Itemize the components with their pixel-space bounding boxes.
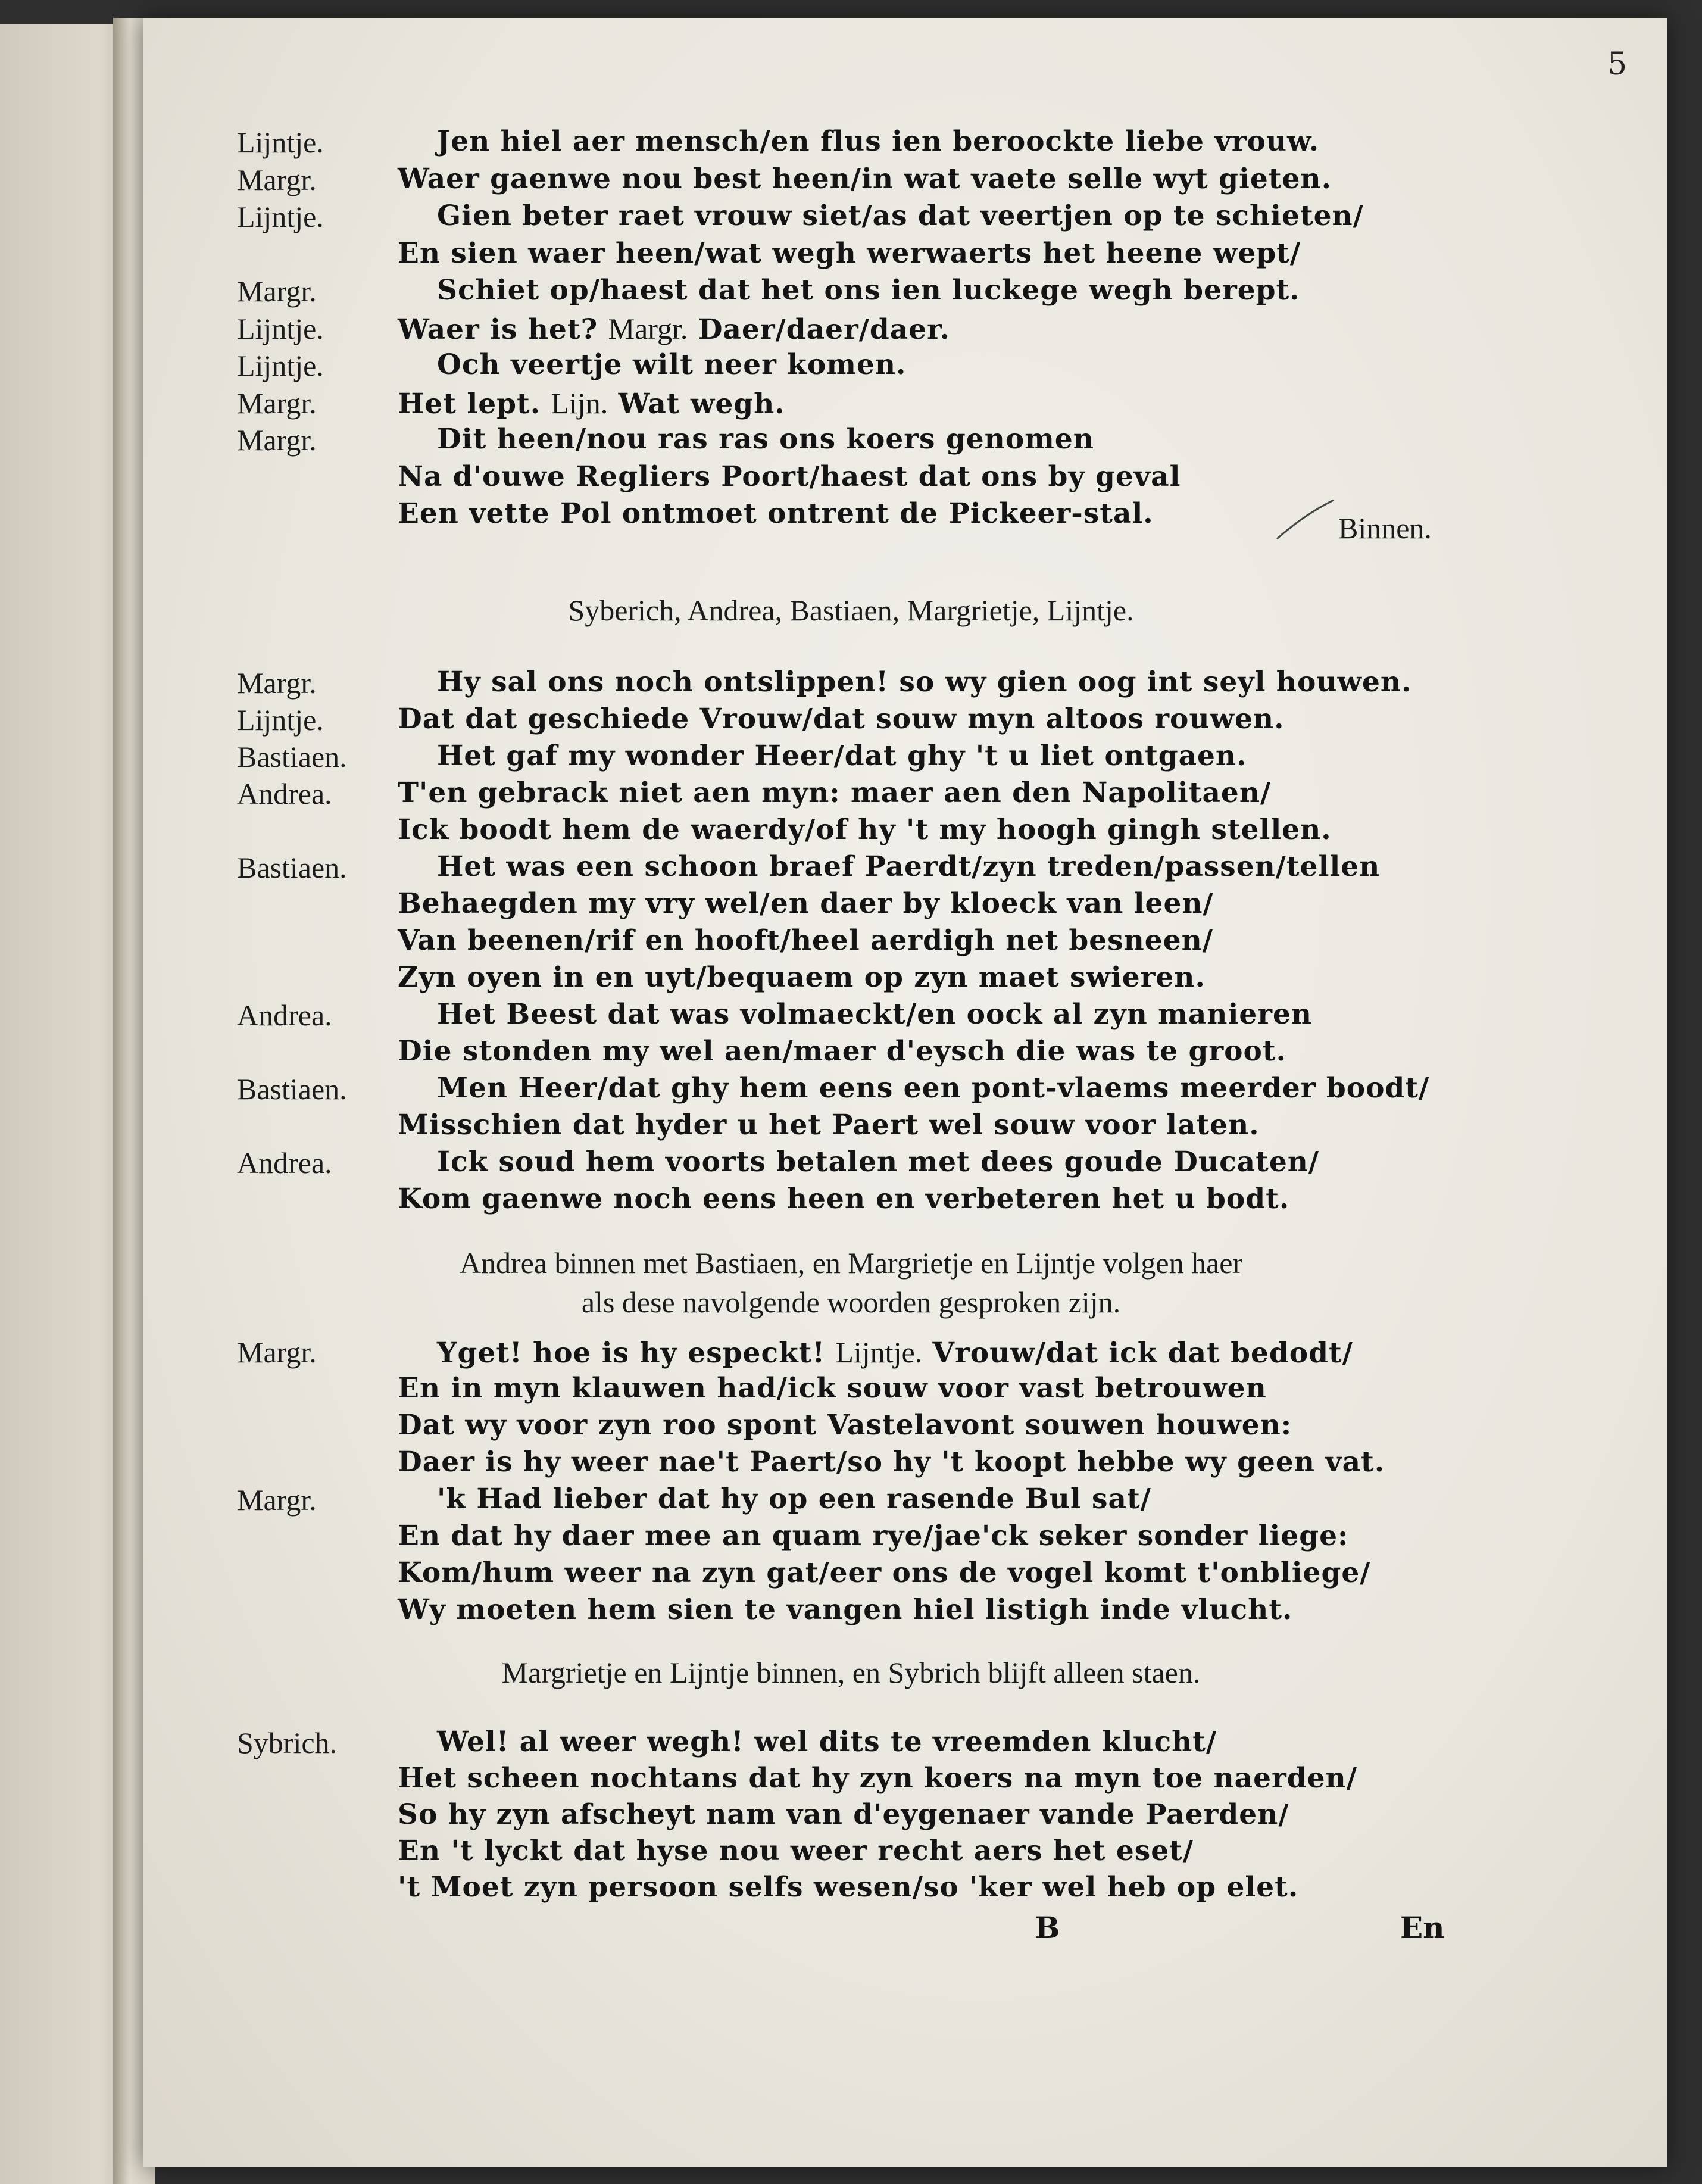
speaker-name: Margr.: [237, 666, 317, 700]
stage-direction-binnen: Binnen.: [1338, 511, 1432, 545]
verse-line: [0, 1593, 1702, 1635]
verse-text-part: Dat wy voor zyn roo spont Vastelavont souwen houwen:: [398, 1409, 1292, 1442]
verse-line: [0, 740, 1702, 781]
speaker-name: Sybrich.: [237, 1726, 338, 1759]
verse-text-part: Gien beter raet vrouw siet/as dat veertjen op te schieten/: [437, 199, 1364, 232]
verse-text-part: Kom gaenwe noch eens heen en verbeteren het u bodt.: [398, 1183, 1290, 1215]
verse-text: [398, 311, 950, 346]
verse-text-part: Daer/daer/daer.: [698, 313, 950, 346]
verse-text-part: Het Beest dat was volmaeckt/en oock al zyn manieren: [437, 998, 1313, 1031]
speaker-name: Bastiaen.: [237, 1072, 347, 1106]
verse-text-part: Schiet op/haest dat het ons ien luckege wegh berept.: [437, 274, 1300, 307]
verse-line: [0, 1335, 1702, 1377]
speaker-name: Andrea.: [237, 999, 332, 1032]
verse-text: [398, 1446, 1385, 1478]
verse-line: [0, 1556, 1702, 1598]
stage-direction-characters: Syberich, Andrea, Bastiaen, Margrietje, Lijntje.: [568, 594, 1134, 627]
verse-text-part: T'en gebrack niet aen myn: maer aen den Napolitaen/: [398, 776, 1272, 809]
verse-text-part: Behaegden my vry wel/en daer by kloeck van leen/: [398, 887, 1214, 920]
verse-line: [0, 497, 1702, 539]
speaker-name: Bastiaen.: [237, 851, 347, 884]
verse-text: [437, 1146, 1319, 1178]
stage-direction-margrietje: Margrietje en Lijntje binnen, en Sybrich blijft alleen staen.: [501, 1656, 1201, 1689]
verse-text-part: Dat dat geschiede Vrouw/dat souw myn altoos rouwen.: [398, 703, 1285, 735]
speaker-name: Margr.: [237, 274, 317, 308]
speaker-name: Margr.: [237, 1336, 317, 1369]
verse-text: [398, 1593, 1292, 1626]
verse-text-part: Het gaf my wonder Heer/dat ghy 't u liet ontgaen.: [437, 740, 1247, 772]
verse-text: [398, 497, 1154, 530]
verse-text-part: Het lept.: [398, 387, 541, 420]
verse-text: [398, 961, 1206, 994]
verse-text: [398, 1762, 1357, 1795]
verse-text-part: Na d'ouwe Regliers Poort/haest dat ons by geval: [398, 460, 1181, 493]
verse-line: [0, 423, 1702, 464]
verse-line: [0, 1834, 1702, 1876]
inline-speaker-name: Lijntje.: [835, 1336, 923, 1369]
verse-text: [398, 1372, 1267, 1405]
verse-text: [398, 924, 1213, 957]
verse-line: [0, 1520, 1702, 1561]
verse-text-part: Ick soud hem voorts betalen met dees goude Ducaten/: [437, 1146, 1320, 1178]
speaker-name: Margr.: [237, 386, 317, 420]
verse-line: [0, 850, 1702, 892]
verse-line: [0, 1726, 1702, 1767]
verse-line: [0, 1372, 1702, 1414]
verse-line: [0, 776, 1702, 818]
speaker-name: Lijntje.: [237, 311, 324, 345]
verse-text: [398, 1556, 1370, 1589]
speaker-name: Lijntje.: [237, 126, 324, 159]
verse-line: [0, 703, 1702, 744]
verse-text-part: Misschien dat hyder u het Paert wel souw voor laten.: [398, 1109, 1260, 1141]
verse-text: [437, 666, 1411, 698]
verse-line: [0, 1446, 1702, 1487]
verse-text-part: Een vette Pol ontmoet ontrent de Pickeer-stal.: [398, 497, 1154, 530]
verse-text-part: Zyn oyen in en uyt/bequaem op zyn maet swieren.: [398, 961, 1206, 994]
signature-mark: B: [1035, 1910, 1060, 1945]
page-number: 5: [1607, 46, 1628, 82]
speaker-name: Margr.: [237, 423, 317, 457]
stage-direction-andrea-line1: Andrea binnen met Bastiaen, en Margrietje en Lijntje volgen haer: [459, 1246, 1243, 1280]
speaker-name: Lijntje.: [237, 349, 324, 382]
verse-text-part: Dit heen/nou ras ras ons koers genomen: [437, 423, 1094, 455]
verse-text: [437, 348, 906, 381]
stage-direction-andrea-line2: als dese navolgende woorden gesproken zijn.: [581, 1286, 1121, 1319]
verse-text: [437, 274, 1300, 307]
verse-text: [398, 1035, 1286, 1068]
inline-speaker-name: Lijn.: [551, 386, 608, 420]
verse-text-part: En 't lyckt dat hyse nou weer recht aers het eset/: [398, 1834, 1194, 1867]
verse-line: [0, 961, 1702, 1003]
verse-line: [0, 1798, 1702, 1840]
verse-text: [437, 1483, 1151, 1515]
verse-text-part: Wel! al weer wegh! wel dits te vreemden klucht/: [437, 1726, 1217, 1758]
verse-text-part: Ick boodt hem de waerdy/of hy 't my hoogh gingh stellen.: [398, 813, 1332, 846]
speaker-name: Margr.: [237, 163, 317, 196]
verse-text: [437, 125, 1319, 158]
verse-text: [437, 998, 1312, 1031]
verse-text-part: Die stonden my wel aen/maer d'eysch die was te groot.: [398, 1035, 1286, 1068]
verse-line: [0, 237, 1702, 279]
verse-text-part: Vrouw/dat ick dat bedodt/: [932, 1337, 1353, 1369]
verse-text: [398, 703, 1284, 735]
verse-line: [0, 924, 1702, 966]
verse-text-part: En dat hy daer mee an quam rye/jae'ck seker sonder liege:: [398, 1520, 1349, 1552]
verse-line: [0, 1409, 1702, 1450]
verse-line: [0, 125, 1702, 167]
verse-line: [0, 1072, 1702, 1113]
verse-line: [0, 1035, 1702, 1077]
verse-text-part: Van beenen/rif en hooft/heel aerdigh net besneen/: [398, 924, 1213, 957]
verse-line: [0, 1146, 1702, 1187]
verse-text-part: Het scheen nochtans dat hy zyn koers na myn toe naerden/: [398, 1762, 1357, 1795]
verse-text: [398, 1183, 1289, 1215]
verse-text-part: En sien waer heen/wat wegh werwaerts het heene wept/: [398, 236, 1301, 270]
verse-line: [0, 1183, 1702, 1224]
verse-text-part: En in myn klauwen had/ick souw voor vast betrouwen: [398, 1372, 1267, 1405]
verse-text: [437, 1726, 1217, 1758]
verse-line: [0, 311, 1702, 353]
verse-text-part: Wy moeten hem sien te vangen hiel listigh inde vlucht.: [398, 1593, 1293, 1626]
verse-text: [398, 776, 1271, 809]
verse-text: [437, 1072, 1429, 1105]
verse-line: [0, 813, 1702, 855]
verse-text: [398, 163, 1332, 195]
verse-text-part: Het was een schoon braef Paerdt/zyn treden/passen/tellen: [437, 850, 1381, 883]
verse-text-part: Waer gaenwe nou best heen/in wat vaete selle wyt gieten.: [398, 162, 1332, 195]
verse-text: [398, 1871, 1298, 1904]
verse-line: [0, 1762, 1702, 1804]
verse-text-part: Kom/hum weer na zyn gat/eer ons de vogel komt t'onbliege/: [398, 1556, 1371, 1589]
speaker-name: Lijntje.: [237, 703, 324, 737]
verse-text-part: So hy zyn afscheyt nam van d'eygenaer vande Paerden/: [398, 1798, 1289, 1831]
verse-text-part: Hy sal ons noch ontslippen! so wy gien oog int seyl houwen.: [437, 666, 1412, 698]
verse-line: [0, 460, 1702, 502]
verse-line: [0, 348, 1702, 390]
verse-text: [437, 850, 1380, 883]
verse-text: [437, 1335, 1353, 1369]
verse-text-part: Yget! hoe is hy especkt!: [437, 1337, 825, 1369]
verse-line: [0, 1109, 1702, 1150]
speaker-name: Margr.: [237, 1483, 317, 1517]
catchword: En: [1400, 1910, 1445, 1945]
verse-line: [0, 666, 1702, 707]
verse-text: [398, 1109, 1260, 1141]
verse-line: [0, 163, 1702, 204]
verse-text-part: 'k Had lieber dat hy op een rasende Bul sat/: [437, 1483, 1151, 1515]
verse-text: [398, 1834, 1194, 1867]
verse-line: [0, 1871, 1702, 1912]
verse-text-part: Men Heer/dat ghy hem eens een pont-vlaems meerder boodt/: [437, 1072, 1430, 1105]
verse-text: [398, 237, 1301, 270]
speaker-name: Andrea.: [237, 1146, 332, 1180]
verse-text: [437, 423, 1094, 455]
verse-text: [398, 1798, 1289, 1831]
verse-line: [0, 199, 1702, 241]
pen-mark-icon: [1274, 494, 1339, 542]
verse-text-part: Daer is hy weer nae't Paert/so hy 't koopt hebbe wy geen vat.: [398, 1446, 1385, 1478]
verse-text: [398, 460, 1181, 493]
verse-line: [0, 274, 1702, 316]
verse-text: [398, 1409, 1292, 1442]
verse-text: [437, 199, 1364, 232]
verse-text: [398, 813, 1332, 846]
verse-line: [0, 1483, 1702, 1524]
verse-text: [398, 1520, 1348, 1552]
verse-text-part: 't Moet zyn persoon selfs wesen/so 'ker wel heb op elet.: [398, 1871, 1299, 1904]
verse-text: [398, 887, 1214, 920]
verse-text-part: Wat wegh.: [618, 387, 785, 420]
speaker-name: Andrea.: [237, 777, 332, 810]
verse-line: [0, 386, 1702, 428]
verse-line: [0, 998, 1702, 1040]
verse-text-part: Waer is het?: [398, 313, 598, 346]
verse-text-part: Och veertje wilt neer komen.: [437, 348, 907, 381]
verse-text: [398, 386, 785, 420]
speaker-name: Bastiaen.: [237, 740, 347, 773]
verse-text-part: Jen hiel aer mensch/en flus ien beroockte liebe vrouw.: [437, 125, 1320, 158]
verse-line: [0, 887, 1702, 929]
verse-text: [437, 740, 1247, 772]
inline-speaker-name: Margr.: [608, 311, 688, 345]
speaker-name: Lijntje.: [237, 200, 324, 233]
